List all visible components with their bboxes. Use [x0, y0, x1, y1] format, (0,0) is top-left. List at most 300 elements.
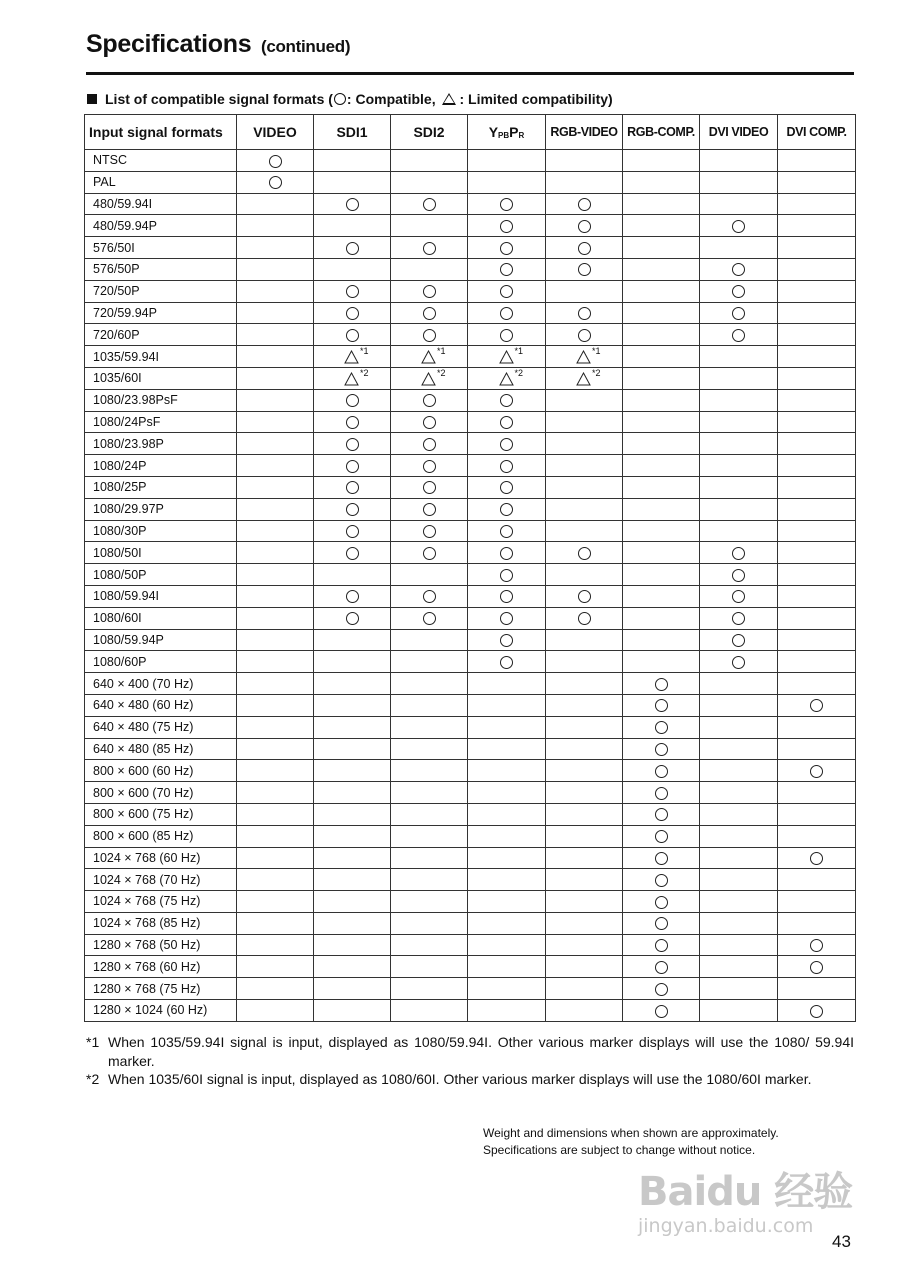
compat-cell [546, 738, 623, 760]
compat-cell [237, 956, 314, 978]
compat-cell [314, 629, 391, 651]
compatible-circle-icon [655, 896, 668, 909]
compat-cell [468, 912, 546, 934]
compat-cell [700, 455, 778, 477]
compat-cell [391, 651, 468, 673]
compat-cell [391, 585, 468, 607]
footnote-ref: *1 [514, 345, 524, 356]
footnote-ref: *1 [360, 345, 369, 356]
table-row [85, 280, 856, 302]
table-row [85, 912, 856, 934]
footnote-mark: *1 [86, 1034, 100, 1050]
format-cell: 1024 × 768 (85 Hz) [85, 912, 237, 934]
footnote-ref: *2 [514, 367, 524, 378]
compat-cell [314, 1000, 391, 1022]
compat-cell [546, 498, 623, 520]
format-cell: 720/59.94P [85, 302, 237, 324]
compatible-circle-icon [655, 699, 668, 712]
limited-triangle-icon [499, 367, 524, 386]
column-header: DVI COMP. [778, 115, 856, 150]
compat-cell [468, 847, 546, 869]
compat-cell [700, 978, 778, 1000]
compat-cell [391, 258, 468, 280]
compat-cell [546, 411, 623, 433]
compat-cell [623, 607, 700, 629]
compatible-circle-icon [346, 329, 359, 342]
compatible-circle-icon [423, 547, 436, 560]
compat-cell [314, 258, 391, 280]
compatible-circle-icon [423, 416, 436, 429]
compatible-circle-icon [346, 307, 359, 320]
compat-cell [314, 694, 391, 716]
compat-cell [468, 869, 546, 891]
compat-cell [314, 476, 391, 498]
table-row [85, 673, 856, 695]
column-header: DVI VIDEO [700, 115, 778, 150]
compat-cell [778, 629, 856, 651]
format-cell: 640 × 480 (85 Hz) [85, 738, 237, 760]
compat-cell [546, 869, 623, 891]
compat-cell [546, 782, 623, 804]
compatible-circle-icon [578, 612, 591, 625]
watermark-logo: Baidu 经验 [638, 1169, 853, 1215]
compat-cell [778, 564, 856, 586]
table-row [85, 564, 856, 586]
compatible-circle-icon [500, 612, 513, 625]
footnote-ref: *2 [437, 367, 446, 378]
footnote-mark: *2 [86, 1071, 100, 1087]
compat-cell [237, 607, 314, 629]
compat-cell [237, 694, 314, 716]
compat-cell [778, 760, 856, 782]
compat-cell [391, 389, 468, 411]
compat-cell [391, 237, 468, 259]
compat-cell [700, 476, 778, 498]
compat-cell [468, 520, 546, 542]
triangle-icon [442, 93, 456, 105]
compat-cell [546, 237, 623, 259]
compat-cell [237, 585, 314, 607]
limited-triangle-icon [344, 345, 369, 364]
compat-cell [778, 215, 856, 237]
compat-cell [623, 564, 700, 586]
footnote-text: When 1035/60I signal is input, displayed as 1080/60I. Other various marker displays will use the 1080/60I marker. [108, 1071, 812, 1087]
compatible-circle-icon [500, 590, 513, 603]
table-row [85, 171, 856, 193]
compatible-circle-icon [269, 176, 282, 189]
compat-cell [391, 1000, 468, 1022]
compat-cell [237, 346, 314, 368]
compatible-circle-icon [423, 503, 436, 516]
compat-cell [468, 411, 546, 433]
compatible-circle-icon [500, 416, 513, 429]
compat-cell [700, 150, 778, 172]
watermark-url: jingyan.baidu.com [638, 1215, 814, 1237]
compat-cell [623, 455, 700, 477]
table-row [85, 346, 856, 368]
limited-triangle-icon [499, 345, 524, 364]
title-subtitle: (continued) [260, 37, 351, 56]
compat-cell [237, 324, 314, 346]
format-cell: 1280 × 768 (50 Hz) [85, 934, 237, 956]
format-cell: 1080/50P [85, 564, 237, 586]
compat-cell [468, 694, 546, 716]
compat-cell [778, 651, 856, 673]
compat-cell [623, 629, 700, 651]
compatible-circle-icon [655, 917, 668, 930]
list-heading-start: List of compatible signal formats ( [105, 91, 333, 107]
compat-cell [314, 934, 391, 956]
format-cell: 800 × 600 (85 Hz) [85, 825, 237, 847]
compat-cell [314, 564, 391, 586]
compat-cell [468, 476, 546, 498]
limited-triangle-icon [576, 345, 601, 364]
compat-cell [237, 651, 314, 673]
compatible-circle-icon [655, 808, 668, 821]
compat-cell [391, 150, 468, 172]
compat-cell [623, 193, 700, 215]
compat-cell [237, 389, 314, 411]
compat-cell [314, 716, 391, 738]
compat-cell [468, 760, 546, 782]
compat-cell [700, 367, 778, 389]
compat-cell [546, 389, 623, 411]
compat-cell [546, 847, 623, 869]
compat-cell [700, 1000, 778, 1022]
compat-cell [391, 520, 468, 542]
compat-cell [700, 607, 778, 629]
table-row [85, 782, 856, 804]
compat-cell [778, 607, 856, 629]
compatible-circle-icon [732, 612, 745, 625]
compat-cell [623, 738, 700, 760]
compat-cell [623, 476, 700, 498]
compat-cell [391, 956, 468, 978]
limited-triangle-icon [421, 345, 446, 364]
compat-cell [468, 651, 546, 673]
footnotes [86, 1033, 854, 1089]
compatible-circle-icon [423, 481, 436, 494]
compat-cell [391, 738, 468, 760]
compat-cell [314, 978, 391, 1000]
title-rule [86, 72, 854, 75]
table-body [85, 150, 856, 1022]
compat-cell [623, 912, 700, 934]
compat-cell [623, 346, 700, 368]
compatible-circle-icon [346, 590, 359, 603]
compat-cell [468, 324, 546, 346]
compat-cell [314, 607, 391, 629]
format-cell: 1080/30P [85, 520, 237, 542]
compat-cell [391, 694, 468, 716]
table-row [85, 455, 856, 477]
compat-cell [700, 389, 778, 411]
compatible-circle-icon [500, 481, 513, 494]
compat-cell [391, 498, 468, 520]
compat-cell [700, 411, 778, 433]
compat-cell [700, 629, 778, 651]
format-cell: 1080/50I [85, 542, 237, 564]
compat-cell [546, 673, 623, 695]
compat-cell [468, 956, 546, 978]
compat-cell [546, 760, 623, 782]
compatible-circle-icon [732, 285, 745, 298]
compat-cell [778, 782, 856, 804]
disclaimer [483, 1125, 779, 1158]
compat-cell [700, 716, 778, 738]
table-row [85, 302, 856, 324]
compat-cell [314, 237, 391, 259]
compat-cell [237, 738, 314, 760]
format-cell: 1080/25P [85, 476, 237, 498]
limited-triangle-icon [421, 367, 446, 386]
compat-cell [391, 847, 468, 869]
compatible-circle-icon [346, 525, 359, 538]
compat-cell [623, 825, 700, 847]
compat-cell [546, 694, 623, 716]
compat-cell [468, 346, 546, 368]
compat-cell [391, 215, 468, 237]
table-header-row [85, 115, 856, 150]
compat-cell [237, 934, 314, 956]
compatible-circle-icon [346, 438, 359, 451]
circle-icon [334, 93, 346, 105]
format-cell: 1280 × 768 (60 Hz) [85, 956, 237, 978]
compat-cell [237, 825, 314, 847]
compat-cell [778, 738, 856, 760]
compatible-circle-icon [578, 547, 591, 560]
compat-cell [700, 215, 778, 237]
compatible-circle-icon [655, 743, 668, 756]
compat-cell [623, 411, 700, 433]
format-cell: 1080/59.94P [85, 629, 237, 651]
compat-cell [314, 433, 391, 455]
table-row [85, 324, 856, 346]
compat-cell [314, 825, 391, 847]
compat-cell [237, 171, 314, 193]
compat-cell [237, 367, 314, 389]
table-row [85, 258, 856, 280]
column-header: RGB-COMP. [623, 115, 700, 150]
compat-cell [468, 455, 546, 477]
compat-cell [778, 346, 856, 368]
format-cell: 640 × 400 (70 Hz) [85, 673, 237, 695]
compat-cell [623, 237, 700, 259]
compat-cell [700, 760, 778, 782]
compatible-circle-icon [732, 307, 745, 320]
compat-cell [468, 782, 546, 804]
compatible-circle-icon [810, 1005, 823, 1018]
limited-triangle-icon [576, 367, 601, 386]
compatible-circle-icon [346, 503, 359, 516]
compat-cell [546, 302, 623, 324]
format-cell: 720/50P [85, 280, 237, 302]
compat-cell [778, 367, 856, 389]
compatible-circle-icon [810, 765, 823, 778]
compat-cell [391, 193, 468, 215]
column-header: SDI1 [314, 115, 391, 150]
compat-cell [623, 367, 700, 389]
compat-cell [314, 411, 391, 433]
compat-cell [546, 891, 623, 913]
compat-cell [314, 498, 391, 520]
compat-cell [700, 302, 778, 324]
table-row [85, 738, 856, 760]
compat-cell [468, 607, 546, 629]
compat-cell [314, 193, 391, 215]
compat-cell [778, 934, 856, 956]
footnote-ref: *1 [437, 345, 446, 356]
table-row [85, 607, 856, 629]
compat-cell [237, 782, 314, 804]
compatible-circle-icon [810, 961, 823, 974]
compat-cell [314, 542, 391, 564]
compat-cell [778, 280, 856, 302]
compat-cell [700, 346, 778, 368]
compat-cell [623, 433, 700, 455]
compat-cell [468, 585, 546, 607]
table-row [85, 476, 856, 498]
table-row [85, 825, 856, 847]
compatible-circle-icon [346, 416, 359, 429]
compat-cell [778, 869, 856, 891]
compatible-circle-icon [500, 285, 513, 298]
format-cell: 1080/24PsF [85, 411, 237, 433]
compatible-circle-icon [732, 590, 745, 603]
compat-cell [623, 891, 700, 913]
compat-cell [546, 150, 623, 172]
compat-cell [391, 542, 468, 564]
compat-cell [700, 433, 778, 455]
compat-cell [623, 585, 700, 607]
compat-cell [623, 258, 700, 280]
compatible-circle-icon [655, 852, 668, 865]
compat-cell [700, 738, 778, 760]
compatible-circle-icon [423, 285, 436, 298]
compat-cell [391, 760, 468, 782]
footnote-ref: *2 [360, 367, 369, 378]
compat-cell [314, 171, 391, 193]
format-cell: NTSC [85, 150, 237, 172]
compat-cell [468, 280, 546, 302]
compatible-circle-icon [500, 394, 513, 407]
compatible-circle-icon [655, 830, 668, 843]
compat-cell [237, 498, 314, 520]
compat-cell [700, 520, 778, 542]
compat-cell [391, 324, 468, 346]
compatible-circle-icon [500, 198, 513, 211]
compat-cell [546, 433, 623, 455]
table-row [85, 651, 856, 673]
compat-cell [623, 956, 700, 978]
compat-cell [237, 673, 314, 695]
compat-cell [468, 171, 546, 193]
compatible-circle-icon [346, 394, 359, 407]
compat-cell [546, 1000, 623, 1022]
list-heading [87, 91, 613, 107]
table-row [85, 803, 856, 825]
footnote-ref: *2 [592, 367, 601, 378]
compat-cell [237, 258, 314, 280]
compatible-circle-icon [500, 503, 513, 516]
compat-cell [778, 455, 856, 477]
compat-cell [623, 673, 700, 695]
column-header: SDI2 [391, 115, 468, 150]
compat-cell [700, 847, 778, 869]
compat-cell [391, 280, 468, 302]
footnote [86, 1033, 854, 1070]
disclaimer-line: Weight and dimensions when shown are approximately. [483, 1126, 779, 1140]
compat-cell [778, 542, 856, 564]
compat-cell [391, 716, 468, 738]
compat-cell [468, 498, 546, 520]
compat-cell [623, 302, 700, 324]
compatible-circle-icon [500, 569, 513, 582]
table-row [85, 193, 856, 215]
compat-cell [468, 1000, 546, 1022]
compat-cell [391, 607, 468, 629]
compatible-circle-icon [655, 983, 668, 996]
compatible-circle-icon [423, 242, 436, 255]
compat-cell [778, 324, 856, 346]
compat-cell [546, 193, 623, 215]
compatible-circle-icon [500, 547, 513, 560]
compat-cell [546, 912, 623, 934]
compat-cell [778, 476, 856, 498]
list-heading-compatible: : Compatible, [346, 91, 440, 107]
compatible-circle-icon [423, 329, 436, 342]
table-row [85, 150, 856, 172]
compat-cell [391, 171, 468, 193]
compat-cell [546, 367, 623, 389]
compat-cell [391, 978, 468, 1000]
compat-cell [314, 803, 391, 825]
compat-cell [391, 629, 468, 651]
table-row [85, 869, 856, 891]
compatible-circle-icon [578, 263, 591, 276]
compatible-circle-icon [423, 394, 436, 407]
format-cell: 640 × 480 (75 Hz) [85, 716, 237, 738]
compat-cell [314, 302, 391, 324]
compat-cell [623, 716, 700, 738]
compatible-circle-icon [346, 285, 359, 298]
table-row [85, 891, 856, 913]
format-cell: 720/60P [85, 324, 237, 346]
compat-cell [314, 455, 391, 477]
compat-cell [468, 716, 546, 738]
table-row [85, 716, 856, 738]
compat-cell [623, 520, 700, 542]
format-cell: 1080/23.98P [85, 433, 237, 455]
table-row [85, 978, 856, 1000]
compatible-circle-icon [269, 155, 282, 168]
format-cell: 1024 × 768 (60 Hz) [85, 847, 237, 869]
compat-cell [546, 215, 623, 237]
compatible-circle-icon [655, 678, 668, 691]
compat-cell [314, 215, 391, 237]
compat-cell [468, 934, 546, 956]
compat-cell [237, 542, 314, 564]
format-cell: 1035/59.94I [85, 346, 237, 368]
compat-cell [700, 651, 778, 673]
compat-cell [778, 171, 856, 193]
compat-cell [623, 324, 700, 346]
compat-cell [314, 324, 391, 346]
compat-cell [778, 825, 856, 847]
list-heading-limited: : Limited compatibility) [459, 91, 613, 107]
compat-cell [314, 891, 391, 913]
compat-cell [546, 956, 623, 978]
